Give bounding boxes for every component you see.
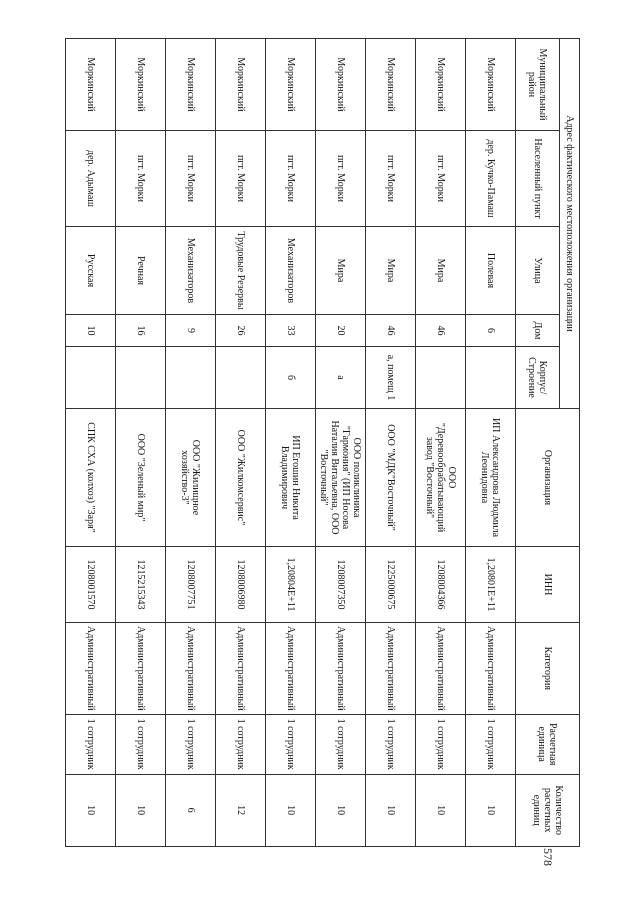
cell-settlement: пгт. Морки: [266, 131, 316, 227]
cell-unit: 1 сотрудник: [216, 714, 266, 774]
cell-count: 10: [316, 774, 366, 846]
cell-unit: 1 сотрудник: [316, 714, 366, 774]
cell-house: 46: [416, 315, 466, 347]
cell-unit: 1 сотрудник: [366, 714, 416, 774]
cell-category: Административный: [466, 623, 516, 715]
cell-settlement: пгт. Морки: [216, 131, 266, 227]
cell-street: Мира: [316, 227, 366, 315]
col-header-street: Улица: [516, 227, 560, 315]
cell-street: Механизаторов: [166, 227, 216, 315]
cell-building: [116, 347, 166, 409]
cell-organization: СПК СХА (колхоз) "Заря": [66, 409, 116, 547]
cell-house: 6: [466, 315, 516, 347]
cell-settlement: дер. Адымаш: [66, 131, 116, 227]
cell-settlement: дер. Кучко-Памаш: [466, 131, 516, 227]
cell-street: Полевая: [466, 227, 516, 315]
cell-district: Моркинский: [366, 39, 416, 131]
cell-district: Моркинский: [216, 39, 266, 131]
cell-organization: ИП Егошин Никита Владимирович: [266, 409, 316, 547]
cell-inn: 1215215343: [116, 547, 166, 623]
cell-building: [416, 347, 466, 409]
cell-settlement: пгт. Морки: [366, 131, 416, 227]
cell-organization: ООО поликлиника "Гармония" (ИП Носова Наталия Витальевна, ООО "Восточный": [316, 409, 366, 547]
cell-house: 16: [116, 315, 166, 347]
cell-street: Русская: [66, 227, 116, 315]
organizations-table: [65, 38, 580, 847]
cell-building: [166, 347, 216, 409]
cell-count: 10: [116, 774, 166, 846]
cell-category: Административный: [416, 623, 466, 715]
cell-count: 10: [466, 774, 516, 846]
cell-settlement: пгт. Морки: [416, 131, 466, 227]
col-header-settlement: Населенный пункт: [516, 131, 560, 227]
cell-building: а, помещ 1: [366, 347, 416, 409]
cell-building: [216, 347, 266, 409]
cell-count: 10: [266, 774, 316, 846]
cell-count: 10: [66, 774, 116, 846]
cell-unit: 1 сотрудник: [266, 714, 316, 774]
cell-category: Административный: [66, 623, 116, 715]
table-row: [166, 39, 216, 847]
cell-unit: 1 сотрудник: [116, 714, 166, 774]
cell-category: Административный: [216, 623, 266, 715]
cell-count: 10: [416, 774, 466, 846]
col-header-category: Категория: [516, 623, 580, 715]
cell-organization: ООО "МДК"Восточный": [366, 409, 416, 547]
cell-district: Моркинский: [416, 39, 466, 131]
table-row: [216, 39, 266, 847]
cell-district: Моркинский: [116, 39, 166, 131]
cell-unit: 1 сотрудник: [466, 714, 516, 774]
cell-count: 6: [166, 774, 216, 846]
cell-building: а: [316, 347, 366, 409]
cell-inn: 1208007751: [166, 547, 216, 623]
cell-district: Моркинский: [266, 39, 316, 131]
col-header-organization: Организация: [516, 409, 580, 547]
cell-settlement: пгт. Морки: [316, 131, 366, 227]
cell-organization: ООО "Зеленый мир": [116, 409, 166, 547]
cell-inn: 1,20801E+11: [466, 547, 516, 623]
cell-building: [66, 347, 116, 409]
cell-organization: ООО "Деревообрабатывающий завод "Восточный": [416, 409, 466, 547]
table-body: [66, 39, 516, 847]
cell-house: 10: [66, 315, 116, 347]
cell-district: Моркинский: [466, 39, 516, 131]
address-group-header: Адрес фактического местоположения организации: [560, 39, 580, 409]
cell-category: Административный: [116, 623, 166, 715]
table-row: [466, 39, 516, 847]
cell-inn: 1208004366: [416, 547, 466, 623]
cell-organization: ООО "Жилищное хозяйство-3": [166, 409, 216, 547]
cell-building: [466, 347, 516, 409]
cell-organization: ИП Александрова Людмила Леонидовна: [466, 409, 516, 547]
cell-unit: 1 сотрудник: [416, 714, 466, 774]
cell-street: Механизаторов: [266, 227, 316, 315]
cell-unit: 1 сотрудник: [66, 714, 116, 774]
cell-unit: 1 сотрудник: [166, 714, 216, 774]
cell-inn: 1208001570: [66, 547, 116, 623]
cell-category: Административный: [366, 623, 416, 715]
table-row: [316, 39, 366, 847]
table-row: [416, 39, 466, 847]
cell-street: Речная: [116, 227, 166, 315]
cell-house: 20: [316, 315, 366, 347]
cell-count: 12: [216, 774, 266, 846]
cell-category: Административный: [316, 623, 366, 715]
col-header-inn: ИНН: [516, 547, 580, 623]
cell-organization: ООО "Жилкомсервис": [216, 409, 266, 547]
table-row: [366, 39, 416, 847]
cell-house: 9: [166, 315, 216, 347]
cell-inn: 1208006980: [216, 547, 266, 623]
cell-settlement: пгт. Морки: [116, 131, 166, 227]
cell-category: Административный: [166, 623, 216, 715]
cell-district: Моркинский: [166, 39, 216, 131]
col-header-district: Муниципальный район: [516, 39, 560, 131]
table-row: [116, 39, 166, 847]
cell-house: 26: [216, 315, 266, 347]
col-header-unit: Расчетная единица: [516, 714, 580, 774]
cell-district: Моркинский: [316, 39, 366, 131]
cell-count: 10: [366, 774, 416, 846]
cell-inn: 1225000675: [366, 547, 416, 623]
cell-building: б: [266, 347, 316, 409]
cell-house: 46: [366, 315, 416, 347]
cell-district: Моркинский: [66, 39, 116, 131]
table-row: [266, 39, 316, 847]
cell-inn: 1208007350: [316, 547, 366, 623]
cell-inn: 1,20804E+11: [266, 547, 316, 623]
col-header-count: Количество расчетных единиц: [516, 774, 580, 846]
col-header-house: Дом: [516, 315, 560, 347]
cell-street: Мира: [366, 227, 416, 315]
table-row: [66, 39, 116, 847]
cell-settlement: пгт. Морки: [166, 131, 216, 227]
cell-street: Трудовые Резервы: [216, 227, 266, 315]
page-number: 578: [541, 848, 555, 866]
col-header-building: Корпус/ Строение: [516, 347, 560, 409]
cell-street: Мира: [416, 227, 466, 315]
cell-category: Административный: [266, 623, 316, 715]
cell-house: 33: [266, 315, 316, 347]
